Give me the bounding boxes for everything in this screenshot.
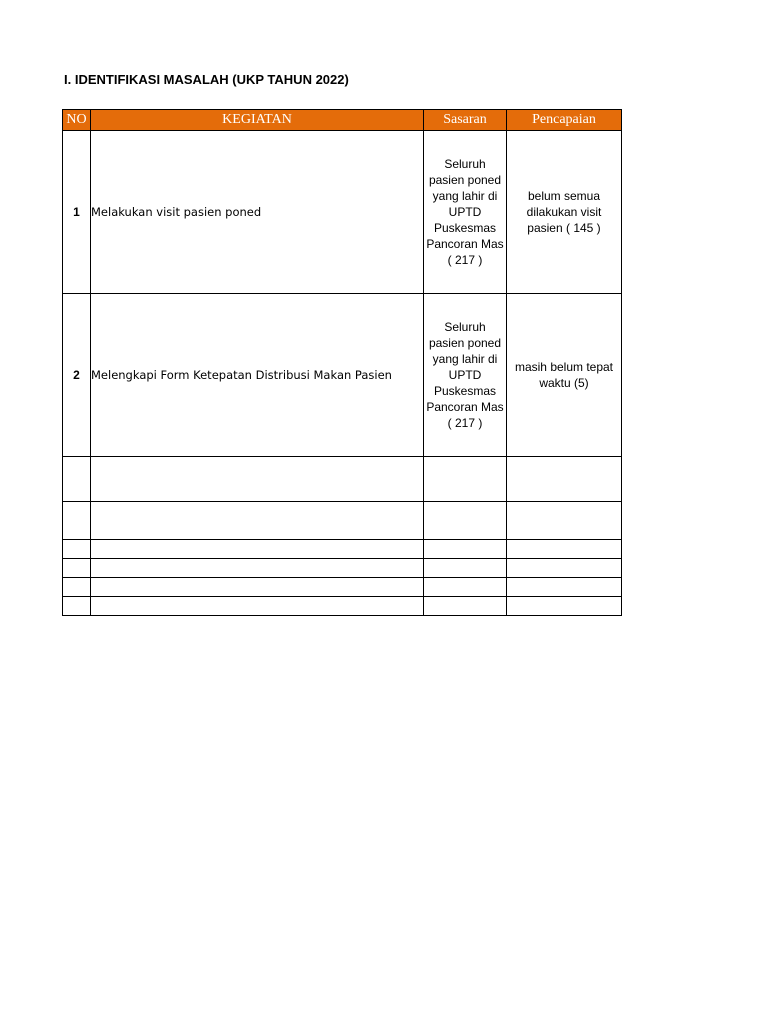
table-row [63,294,622,457]
empty-cell [507,457,622,502]
empty-cell [63,578,91,597]
row-sasaran [424,294,507,457]
empty-row [63,540,622,559]
header-pencapaian: Pencapaian [507,110,622,131]
row-kegiatan: Melengkapi Form Ketepatan Distribusi Makan Pasien [91,294,424,457]
empty-row [63,597,622,616]
empty-cell [91,457,424,502]
empty-cell [424,502,507,540]
empty-cell [424,540,507,559]
empty-cell [424,457,507,502]
row-pencapaian-text: masih belum tepat waktu (5) [514,360,614,390]
row-kegiatan: Melakukan visit pasien poned [91,131,424,294]
row-pencapaian [507,294,622,457]
empty-row [63,457,622,502]
row-sasaran-text: Seluruh pasien poned yang lahir di UPTD Puskesmas Pancoran Mas ( 217 ) [426,320,504,430]
empty-cell [424,597,507,616]
row-sasaran-text: Seluruh pasien poned yang lahir di UPTD Puskesmas Pancoran Mas ( 217 ) [426,157,504,267]
empty-cell [507,578,622,597]
table-row [63,131,622,294]
problem-identification-table [62,109,622,616]
empty-cell [507,597,622,616]
row-pencapaian-text: belum semua dilakukan visit pasien ( 145 ) [526,189,602,235]
row-no: 2 [63,294,91,457]
empty-cell [63,597,91,616]
empty-cell [507,502,622,540]
empty-cell [91,559,424,578]
row-sasaran [424,131,507,294]
table-header-row [63,110,622,131]
empty-cell [424,559,507,578]
empty-row [63,502,622,540]
header-no: NO [63,110,91,131]
empty-row [63,578,622,597]
section-heading: I. IDENTIFIKASI MASALAH (UKP TAHUN 2022) [64,72,349,87]
row-pencapaian [507,131,622,294]
empty-cell [91,597,424,616]
empty-cell [63,559,91,578]
header-sasaran: Sasaran [424,110,507,131]
row-no: 1 [63,131,91,294]
empty-cell [424,578,507,597]
empty-row [63,559,622,578]
empty-cell [63,502,91,540]
empty-cell [63,457,91,502]
empty-cell [91,540,424,559]
empty-cell [507,540,622,559]
empty-cell [91,502,424,540]
header-kegiatan: KEGIATAN [91,110,424,131]
empty-cell [63,540,91,559]
empty-cell [91,578,424,597]
empty-cell [507,559,622,578]
